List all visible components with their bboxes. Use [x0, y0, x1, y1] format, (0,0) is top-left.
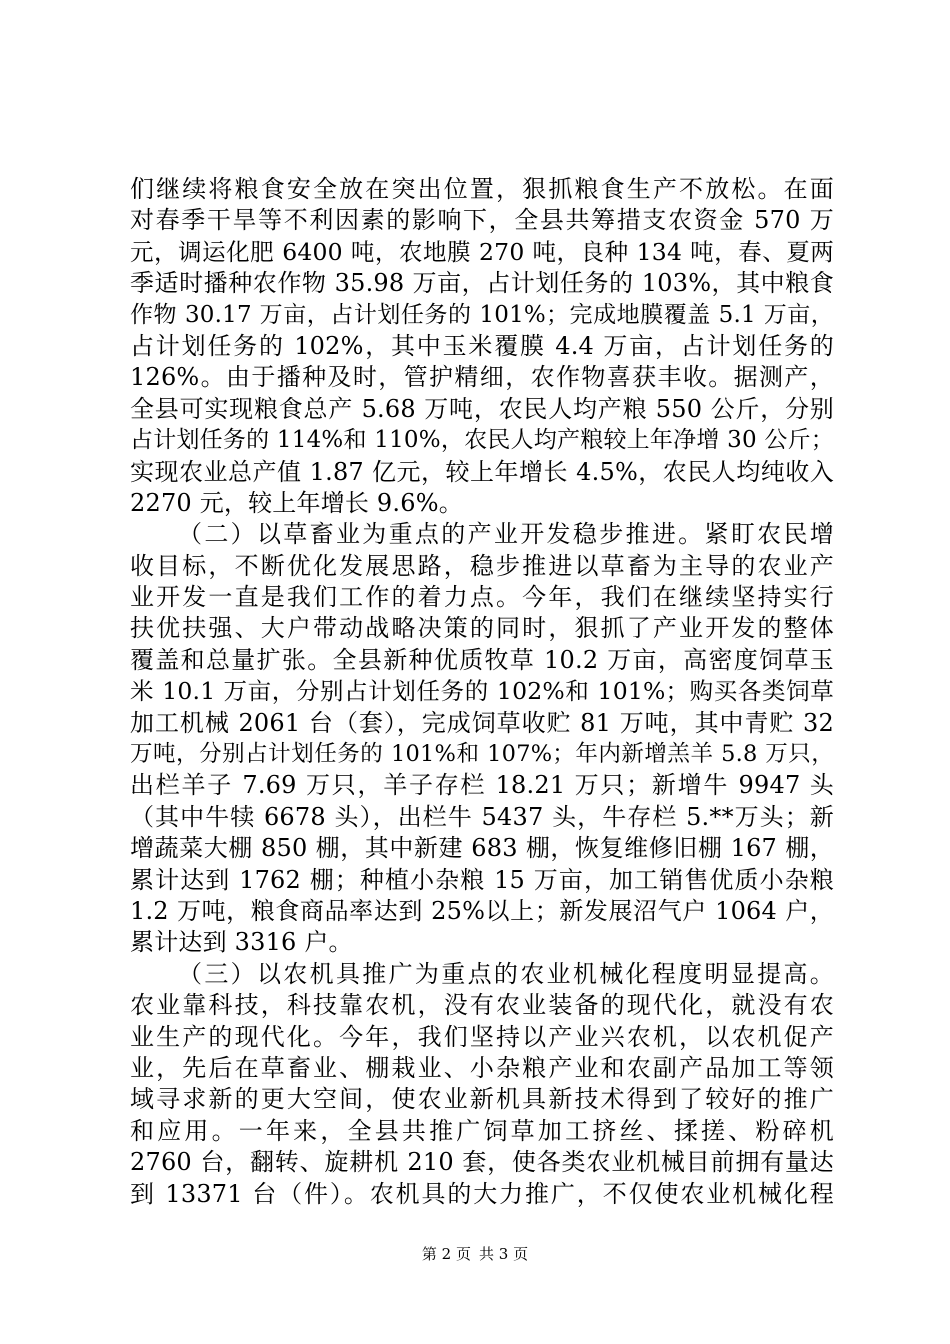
text-line: 季适时播种农作物 35.98 万亩，占计划任务的 103%，其中粮食 — [130, 269, 834, 298]
paragraph-1 — [130, 174, 834, 519]
paragraph-heading-line: （三）以农机具推广为重点的农业机械化程度明显提高。 — [178, 959, 834, 988]
paragraph-heading-line: （二）以草畜业为重点的产业开发稳步推进。紧盯农民增 — [178, 520, 834, 549]
text-line: 加工机械 2061 台（套），完成饲草收贮 81 万吨，其中青贮 32 — [130, 708, 834, 737]
text-line: 覆盖和总量扩张。全县新种优质牧草 10.2 万亩，高密度饲草玉 — [130, 645, 834, 674]
text-line: 累计达到 1762 棚；种植小杂粮 15 万亩，加工销售优质小杂粮 — [130, 865, 834, 894]
document-body — [130, 174, 834, 1210]
text-line: 占计划任务的 114%和 110%，农民人均产粮较上年净增 30 公斤； — [130, 427, 834, 454]
text-line: 增蔬菜大棚 850 棚，其中新建 683 棚，恢复维修旧棚 167 棚， — [130, 834, 834, 863]
text-line: 收目标，不断优化发展思路，稳步推进以草畜为主导的农业产 — [130, 551, 834, 580]
text-line: 1.2 万吨，粮食商品率达到 25%以上；新发展沼气户 1064 户， — [130, 896, 834, 925]
text-line: 对春季干旱等不利因素的影响下，全县共筹措支农资金 570 万 — [130, 206, 834, 235]
page-number: 第 2 页 — [421, 1245, 471, 1263]
text-line: 到 13371 台（件）。农机具的大力推广，不仅使农业机械化程 — [130, 1179, 834, 1208]
text-line: 作物 30.17 万亩，占计划任务的 101%；完成地膜覆盖 5.1 万亩， — [130, 301, 834, 328]
text-line: 2270 元，较上年增长 9.6%。 — [130, 488, 463, 517]
text-line: 实现农业总产值 1.87 亿元，较上年增长 4.5%，农民人均纯收入 — [130, 457, 834, 486]
text-line: 米 10.1 万亩，分别占计划任务的 102%和 101%；购买各类饲草 — [130, 677, 834, 706]
text-line: 元，调运化肥 6400 吨，农地膜 270 吨，良种 134 吨，春、夏两 — [130, 237, 834, 266]
text-line: 2760 台，翻转、旋耕机 210 套，使各类农业机械目前拥有量达 — [130, 1148, 834, 1177]
page-total: 共 3 页 — [479, 1245, 529, 1263]
page-footer — [0, 1244, 950, 1264]
text-line: 126%。由于播种及时，管护精细，农作物喜获丰收。据测产， — [130, 363, 834, 392]
text-line: 域寻求新的更大空间，使农业新机具新技术得到了较好的推广 — [130, 1085, 834, 1114]
paragraph-3 — [130, 959, 834, 1210]
text-line: 业生产的现代化。今年，我们坚持以产业兴农机，以农机促产 — [130, 1022, 834, 1051]
text-line: 业，先后在草畜业、棚栽业、小杂粮产业和农副产品加工等领 — [130, 1053, 834, 1082]
text-line: 占计划任务的 102%，其中玉米覆膜 4.4 万亩，占计划任务的 — [130, 331, 834, 360]
text-line: 农业靠科技，科技靠农机，没有农业装备的现代化，就没有农 — [130, 991, 834, 1020]
text-line: 扶优扶强、大户带动战略决策的同时，狠抓了产业开发的整体 — [130, 614, 834, 643]
text-line: 累计达到 3316 户。 — [130, 928, 353, 957]
text-line: （其中牛犊 6678 头），出栏牛 5437 头，牛存栏 5.**万头；新 — [130, 802, 834, 831]
text-line: 出栏羊子 7.69 万只，羊子存栏 18.21 万只；新增牛 9947 头 — [130, 771, 834, 800]
text-line: 万吨，分别占计划任务的 101%和 107%；年内新增羔羊 5.8 万只， — [130, 741, 834, 768]
text-line: 们继续将粮食安全放在突出位置，狠抓粮食生产不放松。在面 — [130, 175, 834, 203]
text-line: 和应用。一年来，全县共推广饲草加工挤丝、揉搓、粉碎机 — [130, 1116, 834, 1145]
text-line: 全县可实现粮食总产 5.68 万吨，农民人均产粮 550 公斤，分别 — [130, 394, 834, 423]
paragraph-2 — [130, 519, 834, 958]
text-line: 业开发一直是我们工作的着力点。今年，我们在继续坚持实行 — [130, 583, 834, 612]
